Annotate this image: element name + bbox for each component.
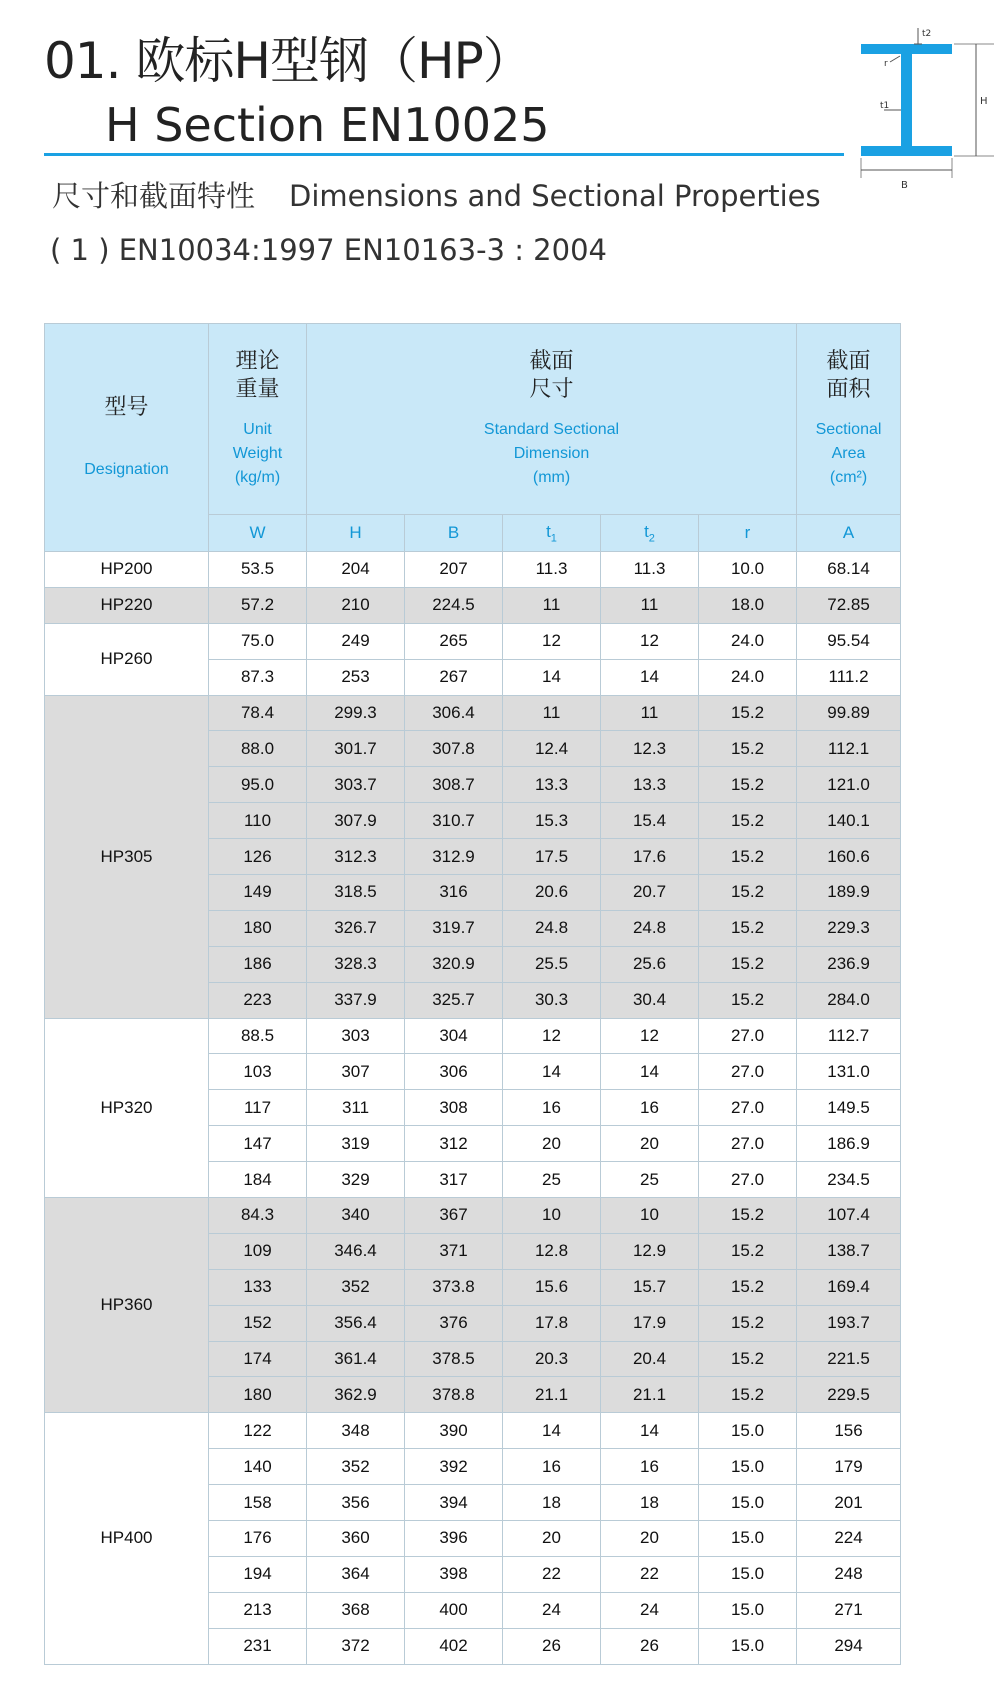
value-cell: 223 <box>209 982 307 1018</box>
value-cell: 312.9 <box>405 839 503 875</box>
value-cell: 14 <box>503 659 601 695</box>
value-cell: 147 <box>209 1126 307 1162</box>
value-cell: 15.0 <box>699 1521 797 1557</box>
table-row <box>45 587 901 623</box>
value-cell: 316 <box>405 875 503 911</box>
value-cell: 112.1 <box>797 731 901 767</box>
value-cell: 14 <box>601 1054 699 1090</box>
table-body <box>45 552 901 1665</box>
value-cell: 320.9 <box>405 946 503 982</box>
value-cell: 15.0 <box>699 1628 797 1664</box>
value-cell: 24.8 <box>601 910 699 946</box>
value-cell: 176 <box>209 1521 307 1557</box>
value-cell: 26 <box>601 1628 699 1664</box>
value-cell: 372 <box>307 1628 405 1664</box>
value-cell: 20.6 <box>503 875 601 911</box>
value-cell: 317 <box>405 1162 503 1198</box>
h-beam-web <box>901 54 912 146</box>
value-cell: 265 <box>405 623 503 659</box>
value-cell: 149.5 <box>797 1090 901 1126</box>
value-cell: 221.5 <box>797 1341 901 1377</box>
value-cell: 204 <box>307 552 405 588</box>
value-cell: 231 <box>209 1628 307 1664</box>
header-symbol-W: W <box>209 515 307 552</box>
header-symbol-r: r <box>699 515 797 552</box>
value-cell: 303 <box>307 1018 405 1054</box>
value-cell: 368 <box>307 1592 405 1628</box>
value-cell: 311 <box>307 1090 405 1126</box>
value-cell: 169.4 <box>797 1269 901 1305</box>
value-cell: 312 <box>405 1126 503 1162</box>
value-cell: 10 <box>601 1198 699 1234</box>
value-cell: 224.5 <box>405 587 503 623</box>
value-cell: 12.8 <box>503 1233 601 1269</box>
value-cell: 15.2 <box>699 1305 797 1341</box>
value-cell: 180 <box>209 1377 307 1413</box>
header-symbol-t1: $t_1$ <box>503 515 601 552</box>
value-cell: 15.2 <box>699 731 797 767</box>
value-cell: 109 <box>209 1233 307 1269</box>
value-cell: 319 <box>307 1126 405 1162</box>
h-beam-bottom-flange <box>861 146 952 156</box>
value-cell: 371 <box>405 1233 503 1269</box>
value-cell: 72.85 <box>797 587 901 623</box>
value-cell: 24 <box>601 1592 699 1628</box>
value-cell: 140 <box>209 1449 307 1485</box>
value-cell: 25 <box>503 1162 601 1198</box>
value-cell: 15.0 <box>699 1556 797 1592</box>
value-cell: 12 <box>601 623 699 659</box>
value-cell: 140.1 <box>797 803 901 839</box>
value-cell: 16 <box>503 1449 601 1485</box>
value-cell: 24.8 <box>503 910 601 946</box>
value-cell: 186 <box>209 946 307 982</box>
value-cell: 356 <box>307 1485 405 1521</box>
value-cell: 15.2 <box>699 910 797 946</box>
value-cell: 17.9 <box>601 1305 699 1341</box>
value-cell: 68.14 <box>797 552 901 588</box>
value-cell: 25.5 <box>503 946 601 982</box>
value-cell: 186.9 <box>797 1126 901 1162</box>
value-cell: 224 <box>797 1521 901 1557</box>
designation-cell: HP400 <box>45 1413 209 1664</box>
value-cell: 398 <box>405 1556 503 1592</box>
value-cell: 402 <box>405 1628 503 1664</box>
value-cell: 133 <box>209 1269 307 1305</box>
value-cell: 11.3 <box>601 552 699 588</box>
value-cell: 229.3 <box>797 910 901 946</box>
label-H: H <box>980 96 988 107</box>
value-cell: 396 <box>405 1521 503 1557</box>
value-cell: 15.3 <box>503 803 601 839</box>
value-cell: 340 <box>307 1198 405 1234</box>
designation-cell: HP260 <box>45 623 209 695</box>
value-cell: 361.4 <box>307 1341 405 1377</box>
value-cell: 20 <box>601 1521 699 1557</box>
value-cell: 180 <box>209 910 307 946</box>
value-cell: 253 <box>307 659 405 695</box>
value-cell: 390 <box>405 1413 503 1449</box>
value-cell: 15.2 <box>699 803 797 839</box>
value-cell: 20 <box>503 1126 601 1162</box>
designation-cell: HP305 <box>45 695 209 1018</box>
value-cell: 122 <box>209 1413 307 1449</box>
value-cell: 12.4 <box>503 731 601 767</box>
value-cell: 400 <box>405 1592 503 1628</box>
value-cell: 12 <box>503 1018 601 1054</box>
value-cell: 308 <box>405 1090 503 1126</box>
value-cell: 360 <box>307 1521 405 1557</box>
value-cell: 174 <box>209 1341 307 1377</box>
value-cell: 24.0 <box>699 623 797 659</box>
standards-reference: ( 1 ) EN10034:1997 EN10163-3 : 2004 <box>50 233 607 267</box>
value-cell: 189.9 <box>797 875 901 911</box>
value-cell: 18.0 <box>699 587 797 623</box>
value-cell: 88.5 <box>209 1018 307 1054</box>
value-cell: 149 <box>209 875 307 911</box>
value-cell: 103 <box>209 1054 307 1090</box>
value-cell: 319.7 <box>405 910 503 946</box>
value-cell: 30.3 <box>503 982 601 1018</box>
value-cell: 356.4 <box>307 1305 405 1341</box>
value-cell: 267 <box>405 659 503 695</box>
header-dimension: 截面 尺寸 Standard Sectional Dimension (mm) <box>307 324 797 515</box>
header-symbol-A: A <box>797 515 901 552</box>
value-cell: 17.6 <box>601 839 699 875</box>
value-cell: 20 <box>503 1521 601 1557</box>
value-cell: 15.2 <box>699 767 797 803</box>
page-title: 01. 欧标H型钢（HP） <box>44 32 532 90</box>
value-cell: 27.0 <box>699 1054 797 1090</box>
value-cell: 284.0 <box>797 982 901 1018</box>
table-row <box>45 695 901 731</box>
value-cell: 362.9 <box>307 1377 405 1413</box>
value-cell: 126 <box>209 839 307 875</box>
value-cell: 25 <box>601 1162 699 1198</box>
value-cell: 15.2 <box>699 1341 797 1377</box>
value-cell: 10 <box>503 1198 601 1234</box>
label-r: r <box>884 59 888 69</box>
value-cell: 307.8 <box>405 731 503 767</box>
value-cell: 75.0 <box>209 623 307 659</box>
header-symbol-H: H <box>307 515 405 552</box>
value-cell: 299.3 <box>307 695 405 731</box>
value-cell: 326.7 <box>307 910 405 946</box>
value-cell: 10.0 <box>699 552 797 588</box>
value-cell: 15.2 <box>699 1198 797 1234</box>
value-cell: 304 <box>405 1018 503 1054</box>
value-cell: 84.3 <box>209 1198 307 1234</box>
value-cell: 15.2 <box>699 875 797 911</box>
value-cell: 16 <box>601 1449 699 1485</box>
value-cell: 27.0 <box>699 1126 797 1162</box>
section-heading-en: Dimensions and Sectional Properties <box>289 179 821 213</box>
h-beam-diagram <box>858 22 998 196</box>
value-cell: 160.6 <box>797 839 901 875</box>
value-cell: 179 <box>797 1449 901 1485</box>
value-cell: 99.89 <box>797 695 901 731</box>
value-cell: 373.8 <box>405 1269 503 1305</box>
value-cell: 24.0 <box>699 659 797 695</box>
value-cell: 17.5 <box>503 839 601 875</box>
value-cell: 22 <box>601 1556 699 1592</box>
value-cell: 294 <box>797 1628 901 1664</box>
title-divider <box>44 153 844 156</box>
value-cell: 201 <box>797 1485 901 1521</box>
label-B: B <box>901 180 908 191</box>
value-cell: 234.5 <box>797 1162 901 1198</box>
value-cell: 13.3 <box>601 767 699 803</box>
value-cell: 12 <box>503 623 601 659</box>
value-cell: 367 <box>405 1198 503 1234</box>
value-cell: 30.4 <box>601 982 699 1018</box>
value-cell: 15.2 <box>699 839 797 875</box>
value-cell: 27.0 <box>699 1018 797 1054</box>
designation-cell: HP360 <box>45 1198 209 1413</box>
value-cell: 329 <box>307 1162 405 1198</box>
value-cell: 248 <box>797 1556 901 1592</box>
value-cell: 210 <box>307 587 405 623</box>
page-subtitle-en: H Section EN10025 <box>105 98 550 152</box>
designation-cell: HP320 <box>45 1018 209 1197</box>
value-cell: 392 <box>405 1449 503 1485</box>
value-cell: 22 <box>503 1556 601 1592</box>
value-cell: 193.7 <box>797 1305 901 1341</box>
value-cell: 325.7 <box>405 982 503 1018</box>
value-cell: 11 <box>503 695 601 731</box>
value-cell: 107.4 <box>797 1198 901 1234</box>
value-cell: 11.3 <box>503 552 601 588</box>
value-cell: 301.7 <box>307 731 405 767</box>
value-cell: 27.0 <box>699 1162 797 1198</box>
value-cell: 11 <box>601 587 699 623</box>
value-cell: 307 <box>307 1054 405 1090</box>
value-cell: 15.0 <box>699 1413 797 1449</box>
value-cell: 194 <box>209 1556 307 1592</box>
value-cell: 312.3 <box>307 839 405 875</box>
value-cell: 352 <box>307 1449 405 1485</box>
value-cell: 14 <box>601 659 699 695</box>
value-cell: 131.0 <box>797 1054 901 1090</box>
header-symbol-B: B <box>405 515 503 552</box>
value-cell: 213 <box>209 1592 307 1628</box>
value-cell: 20 <box>601 1126 699 1162</box>
value-cell: 110 <box>209 803 307 839</box>
table-row <box>45 1018 901 1054</box>
value-cell: 57.2 <box>209 587 307 623</box>
value-cell: 15.0 <box>699 1485 797 1521</box>
value-cell: 307.9 <box>307 803 405 839</box>
value-cell: 15.0 <box>699 1449 797 1485</box>
value-cell: 87.3 <box>209 659 307 695</box>
value-cell: 13.3 <box>503 767 601 803</box>
table-row <box>45 1198 901 1234</box>
value-cell: 53.5 <box>209 552 307 588</box>
value-cell: 346.4 <box>307 1233 405 1269</box>
label-t1: t1 <box>880 101 890 111</box>
value-cell: 15.4 <box>601 803 699 839</box>
value-cell: 229.5 <box>797 1377 901 1413</box>
value-cell: 14 <box>601 1413 699 1449</box>
value-cell: 20.4 <box>601 1341 699 1377</box>
value-cell: 24 <box>503 1592 601 1628</box>
value-cell: 207 <box>405 552 503 588</box>
value-cell: 11 <box>601 695 699 731</box>
value-cell: 156 <box>797 1413 901 1449</box>
value-cell: 15.2 <box>699 695 797 731</box>
value-cell: 158 <box>209 1485 307 1521</box>
value-cell: 15.7 <box>601 1269 699 1305</box>
table-row <box>45 623 901 659</box>
value-cell: 184 <box>209 1162 307 1198</box>
value-cell: 12.9 <box>601 1233 699 1269</box>
header-unit-weight: 理论 重量 Unit Weight (kg/m) <box>209 324 307 515</box>
value-cell: 378.8 <box>405 1377 503 1413</box>
value-cell: 249 <box>307 623 405 659</box>
value-cell: 352 <box>307 1269 405 1305</box>
value-cell: 303.7 <box>307 767 405 803</box>
value-cell: 236.9 <box>797 946 901 982</box>
value-cell: 117 <box>209 1090 307 1126</box>
value-cell: 21.1 <box>601 1377 699 1413</box>
table-row <box>45 1413 901 1449</box>
value-cell: 364 <box>307 1556 405 1592</box>
value-cell: 306 <box>405 1054 503 1090</box>
section-heading <box>52 176 821 216</box>
value-cell: 15.6 <box>503 1269 601 1305</box>
value-cell: 95.54 <box>797 623 901 659</box>
value-cell: 318.5 <box>307 875 405 911</box>
value-cell: 20.7 <box>601 875 699 911</box>
section-heading-zh: 尺寸和截面特性 <box>52 179 256 213</box>
value-cell: 306.4 <box>405 695 503 731</box>
header-symbol-t2: $t_2$ <box>601 515 699 552</box>
value-cell: 17.8 <box>503 1305 601 1341</box>
value-cell: 78.4 <box>209 695 307 731</box>
value-cell: 138.7 <box>797 1233 901 1269</box>
value-cell: 15.2 <box>699 1233 797 1269</box>
value-cell: 20.3 <box>503 1341 601 1377</box>
value-cell: 348 <box>307 1413 405 1449</box>
value-cell: 16 <box>503 1090 601 1126</box>
value-cell: 337.9 <box>307 982 405 1018</box>
value-cell: 121.0 <box>797 767 901 803</box>
value-cell: 12.3 <box>601 731 699 767</box>
value-cell: 18 <box>601 1485 699 1521</box>
label-t2: t2 <box>922 29 932 39</box>
value-cell: 18 <box>503 1485 601 1521</box>
value-cell: 378.5 <box>405 1341 503 1377</box>
value-cell: 15.2 <box>699 1269 797 1305</box>
value-cell: 14 <box>503 1413 601 1449</box>
value-cell: 328.3 <box>307 946 405 982</box>
designation-cell: HP220 <box>45 587 209 623</box>
value-cell: 271 <box>797 1592 901 1628</box>
value-cell: 310.7 <box>405 803 503 839</box>
table-row <box>45 552 901 588</box>
value-cell: 308.7 <box>405 767 503 803</box>
hp-section-table <box>44 323 901 1665</box>
designation-cell: HP200 <box>45 552 209 588</box>
h-beam-top-flange <box>861 44 952 54</box>
value-cell: 152 <box>209 1305 307 1341</box>
value-cell: 25.6 <box>601 946 699 982</box>
header-area: 截面 面积 Sectional Area (cm²) <box>797 324 901 515</box>
value-cell: 14 <box>503 1054 601 1090</box>
value-cell: 394 <box>405 1485 503 1521</box>
value-cell: 15.2 <box>699 946 797 982</box>
value-cell: 27.0 <box>699 1090 797 1126</box>
value-cell: 15.0 <box>699 1592 797 1628</box>
value-cell: 112.7 <box>797 1018 901 1054</box>
value-cell: 26 <box>503 1628 601 1664</box>
value-cell: 15.2 <box>699 982 797 1018</box>
value-cell: 15.2 <box>699 1377 797 1413</box>
value-cell: 376 <box>405 1305 503 1341</box>
value-cell: 11 <box>503 587 601 623</box>
value-cell: 21.1 <box>503 1377 601 1413</box>
header-designation: 型号 Designation <box>45 324 209 552</box>
value-cell: 12 <box>601 1018 699 1054</box>
value-cell: 111.2 <box>797 659 901 695</box>
value-cell: 16 <box>601 1090 699 1126</box>
value-cell: 88.0 <box>209 731 307 767</box>
value-cell: 95.0 <box>209 767 307 803</box>
